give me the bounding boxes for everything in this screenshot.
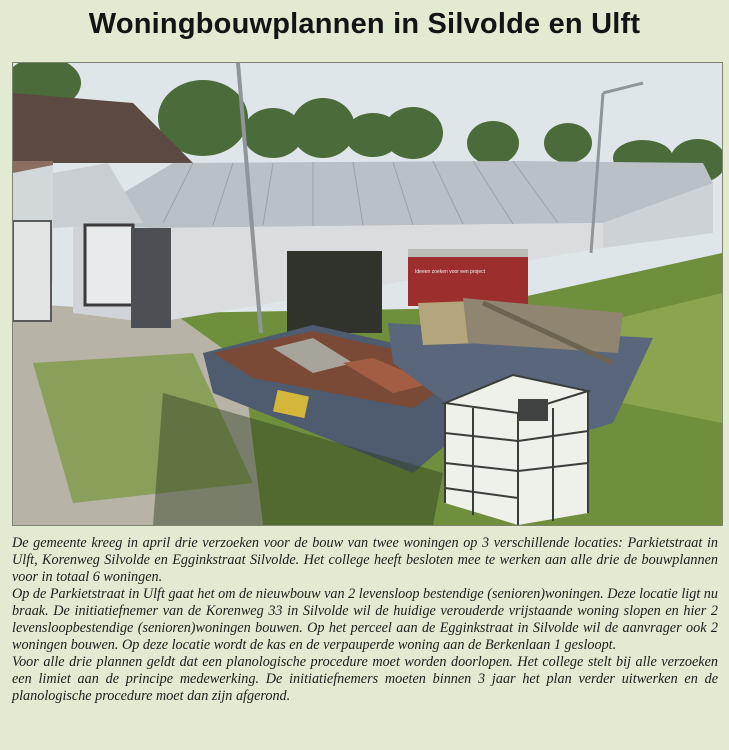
shed-door xyxy=(85,225,133,305)
article-headline: Woningbouwplannen in Silvolde en Ulft xyxy=(88,8,641,40)
article-photo xyxy=(12,62,723,526)
stacked-pallets xyxy=(287,251,382,333)
ibc-tank xyxy=(445,375,588,525)
trailer xyxy=(13,221,51,321)
article-paragraph: Voor alle drie plannen geldt dat een planologische procedure moet worden doorlopen. Het college stelt bij alle verzoeken een limiet aan de principe medewerking. De initiatiefnemers moeten binnen 3 jaar het plan verder uitwerken en de planologische procedure moet dan zijn afgerond. xyxy=(12,654,718,704)
red-container xyxy=(408,249,528,306)
article-paragraph: De gemeente kreeg in april drie verzoeken voor de bouw van twee woningen op 3 verschillende locaties: Parkietstraat in Ulft, Korenweg Silvolde en Egginkstraat Silvolde. Het college heeft besloten mee te werken aan alle drie de bouwplannen voor in totaal 6 woningen. xyxy=(12,535,718,585)
article-body xyxy=(12,535,718,705)
article-paragraph: Op de Parkietstraat in Ulft gaat het om de nieuwbouw van 2 levensloop bestendige (senioren)woningen. Deze locatie ligt nu braak. De initiatiefnemer van de Korenweg 33 in Silvolde wil de huidige verouderde vrijstaande woning slopen en hier 2 levensloopbestendige (senioren)woningen bouwen. Op het perceel aan de Egginkstraat in Silvolde wil de aanvrager ook 2 woningen bouwen. Op deze locatie wordt de kas en de verpauperde woning aan de Berkenlaan 1 gesloopt. xyxy=(12,586,718,653)
container-sign-text: Ideeen zoeken voor een project xyxy=(415,269,486,275)
shed-door-panel xyxy=(131,228,171,328)
